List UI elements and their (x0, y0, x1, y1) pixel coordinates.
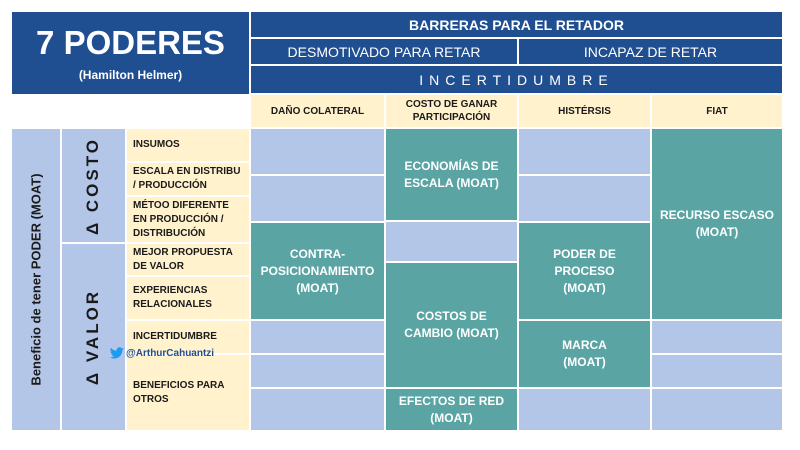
row-label: ESCALA EN DISTRIBU / PRODUCCIÓN (127, 163, 249, 195)
empty-cell (386, 222, 517, 261)
empty-cell (652, 389, 782, 430)
empty-cell (519, 176, 650, 221)
empty-cell (251, 321, 384, 353)
empty-cell (251, 389, 384, 430)
empty-cell (519, 129, 650, 174)
empty-cell (652, 355, 782, 387)
row-axis-label: Beneficio de tener PODER (MOAT) (28, 173, 44, 386)
watermark (110, 347, 214, 359)
diagram-title: 7 PODERES (36, 24, 225, 61)
power-scarce-resource: RECURSO ESCASO (MOAT) (652, 129, 782, 319)
barrier-unable: INCAPAZ DE RETAR (519, 39, 782, 64)
row-label: EXPERIENCIAS RELACIONALES (127, 277, 249, 319)
row-label: BENEFICIOS PARA OTROS (127, 355, 249, 430)
barriers-title: BARRERAS PARA EL RETADOR (251, 12, 782, 37)
empty-cell (251, 355, 384, 387)
group-value-label: Δ VALOR (83, 288, 103, 386)
column-header: HISTÉRSIS (519, 95, 650, 127)
power-network-effects: EFECTOS DE RED (MOAT) (386, 389, 517, 430)
group-value (62, 244, 125, 430)
power-scale-economies: ECONOMÍAS DE ESCALA (MOAT) (386, 129, 517, 220)
row-label: MÉTOO DIFERENTE EN PRODUCCIÓN / DISTRIBUCIÓN (127, 197, 249, 242)
empty-cell (519, 389, 650, 430)
power-switching-costs: COSTOS DE CAMBIO (MOAT) (386, 263, 517, 387)
title-block (12, 12, 249, 94)
empty-cell (251, 176, 384, 221)
row-label: MEJOR PROPUESTA DE VALOR (127, 244, 249, 275)
group-cost (62, 129, 125, 242)
empty-cell (652, 321, 782, 353)
row-label: INSUMOS (127, 129, 249, 161)
diagram-author: (Hamilton Helmer) (78, 68, 183, 82)
power-brand: MARCA (MOAT) (519, 321, 650, 387)
watermark-handle: @ArthurCahuantzi (126, 347, 215, 359)
group-cost-label: Δ COSTO (83, 136, 103, 235)
column-header: COSTO DE GANAR PARTICIPACIÓN (386, 95, 517, 127)
row-label: INCERTIDUMBRE (127, 321, 249, 353)
empty-cell (251, 129, 384, 174)
row-axis (12, 129, 60, 430)
barrier-unmotivated: DESMOTIVADO PARA RETAR (251, 39, 517, 64)
power-counter-positioning: CONTRA-POSICIONAMIENTO (MOAT) (251, 223, 384, 319)
power-process-power: PODER DE PROCESO (MOAT) (519, 223, 650, 319)
twitter-bird-icon (110, 347, 124, 359)
barrier-uncertainty: INCERTIDUMBRE (251, 66, 782, 93)
column-header: DAÑO COLATERAL (251, 95, 384, 127)
column-header: FIAT (652, 95, 782, 127)
